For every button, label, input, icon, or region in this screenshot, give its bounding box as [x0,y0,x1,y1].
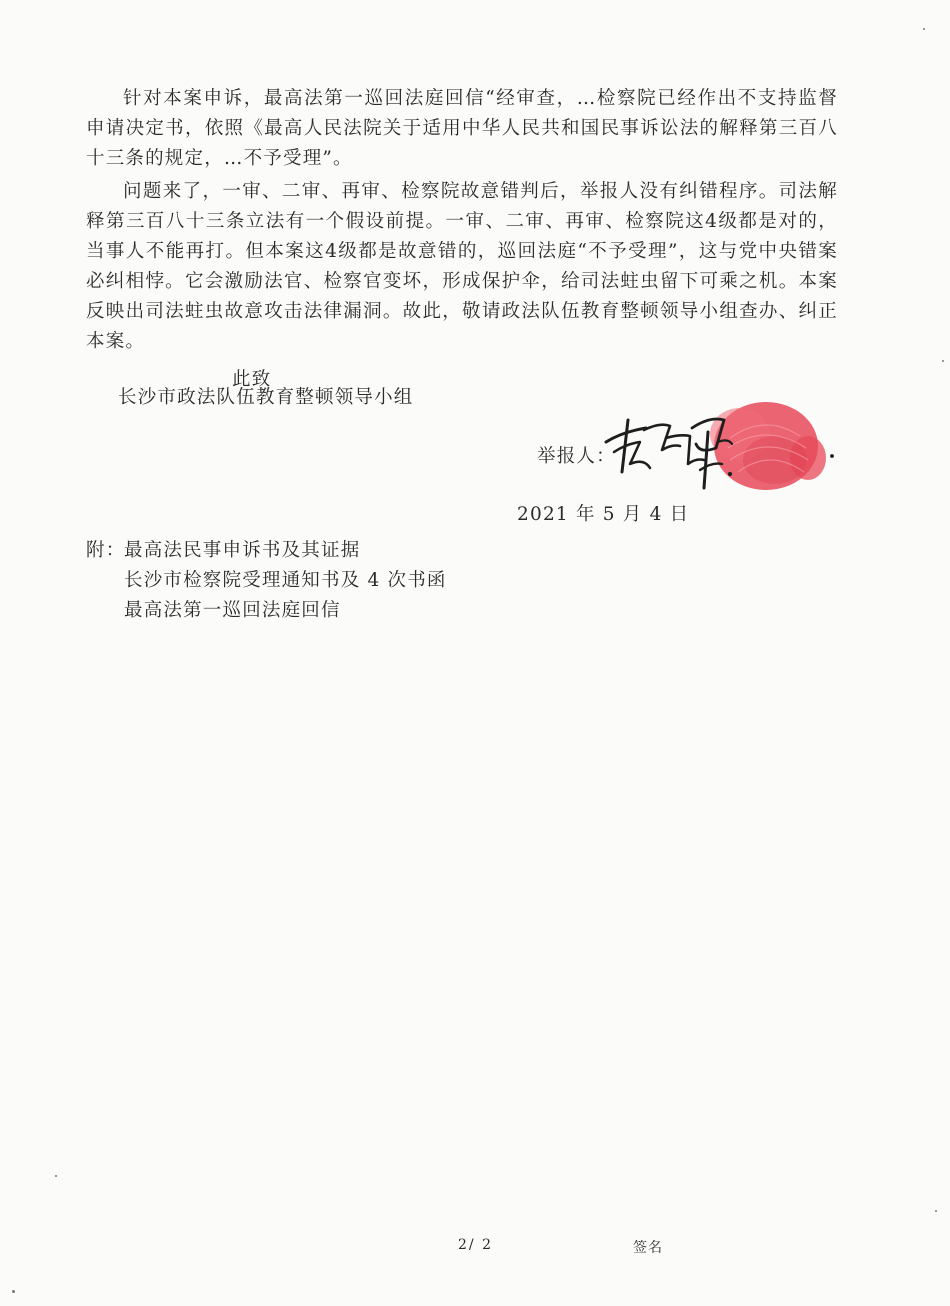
attachment-item: 最高法民事申诉书及其证据 [124,540,361,561]
paragraph-2: 问题来了，一审、二审、再审、检察院故意错判后，举报人没有纠错程序。司法解释第三百八十三条立法有一个假设前提。一审、二审、再审、检察院这4级都是对的，当事人不能再打。但本案这4级都是故意错的，巡回法庭“不予受理”，这与党中央错案必纠相悖。它会激励法官、检察官变坏，形成保护伞，给司法蛀虫留下可乘之机。本案反映出司法蛀虫故意攻击法律漏洞。故此，敬请政法队伍教育整顿领导小组查办、纠正本案。 [86,181,838,352]
scan-speck [935,1210,937,1212]
attachment-item: 最高法第一巡回法庭回信 [124,600,341,621]
letter-date: 2021 年 5 月 4 日 [517,504,690,525]
attachments-list [124,536,447,626]
footer-sign-label: 签名 [633,1240,663,1256]
scan-speck [923,28,925,30]
recipient: 长沙市政法队伍教育整顿领导小组 [118,387,414,408]
paragraph-1: 针对本案申诉，最高法第一巡回法庭回信“经审查，…检察院已经作出不支持监督申请决定书，依照《最高人民法院关于适用中华人民共和国民事诉讼法的解释第三百八十三条的规定，…不予受理”。 [86,88,838,169]
signature-seal [600,398,840,498]
fingerprint-seal-icon [710,402,826,490]
scan-speck [55,1175,57,1177]
letter-body [86,84,838,360]
scan-speck [942,360,944,362]
closing-salutation: 此致 [232,369,272,390]
attachments-label: 附： [86,540,126,561]
signature-label: 举报人： [537,446,616,467]
page-number: 2/ 2 [458,1237,493,1253]
attachment-item: 长沙市检察院受理通知书及 4 次书函 [124,570,447,591]
scan-speck [12,1290,15,1293]
